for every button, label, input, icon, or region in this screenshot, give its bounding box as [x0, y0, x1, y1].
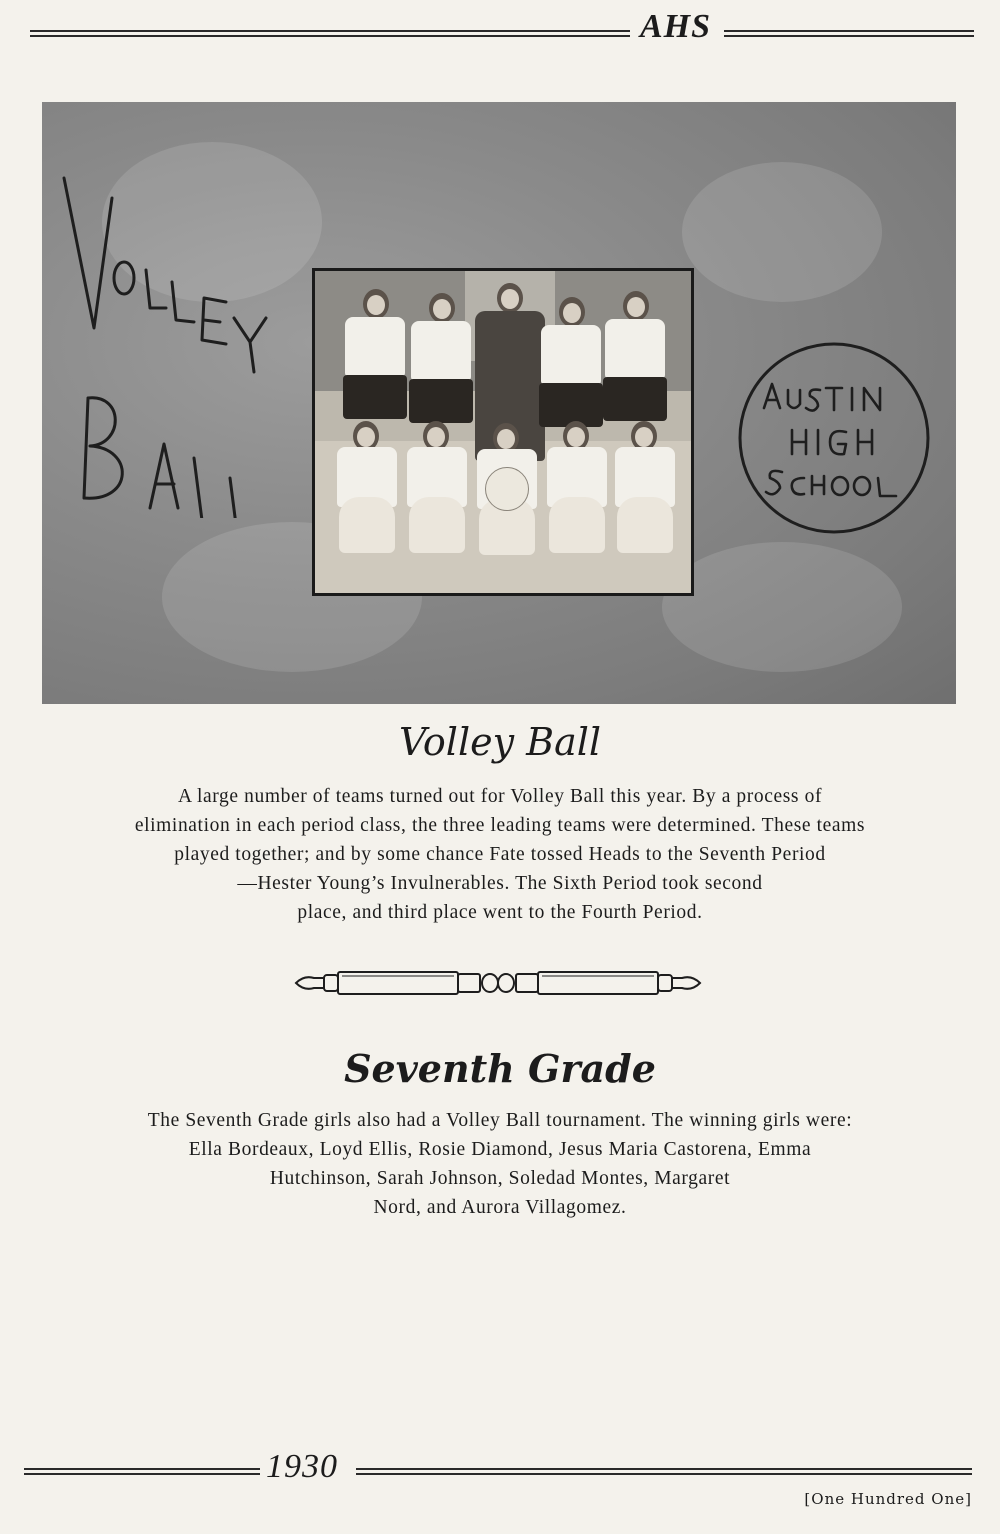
header-rule-left — [30, 30, 630, 37]
yearbook-year: 1930 — [266, 1448, 338, 1485]
paragraph-line: The Seventh Grade girls also had a Volley Ball tournament. The winning girls were: — [147, 1110, 853, 1131]
header-rule-right — [724, 30, 974, 37]
volley-ball-title-art — [54, 158, 314, 518]
running-head: AHS — [640, 8, 712, 45]
paragraph-line: —Hester Young’s Invulnerables. The Sixth Period took second — [237, 873, 763, 894]
volley-ball-paragraph — [60, 782, 940, 927]
footer-rule-right — [356, 1468, 972, 1475]
footer-rule-left — [24, 1468, 260, 1475]
paragraph-line: Nord, and Aurora Villagomez. — [373, 1197, 627, 1218]
seventh-grade-heading: Seventh Grade — [344, 1046, 656, 1091]
austin-high-school-seal — [734, 338, 934, 538]
paragraph-line: Ella Bordeaux, Loyd Ellis, Rosie Diamond, Jesus Maria Castorena, Emma — [188, 1139, 812, 1160]
seventh-grade-paragraph — [60, 1106, 940, 1222]
page-number: [One Hundred One] — [804, 1490, 972, 1508]
volley-ball-heading: Volley Ball — [398, 720, 602, 764]
paragraph-line: elimination in each period class, the three leading teams were determined. These teams — [134, 815, 866, 836]
paragraph-line: Hutchinson, Sarah Johnson, Soledad Montes, Margaret — [269, 1168, 731, 1189]
volleyball — [485, 467, 529, 511]
paragraph-line: A large number of teams turned out for Volley Ball this year. By a process of — [177, 786, 823, 807]
team-photo — [312, 268, 694, 596]
ornamental-divider — [294, 966, 702, 1000]
photo-panel — [42, 102, 956, 704]
paragraph-line: place, and third place went to the Fourth Period. — [297, 902, 703, 923]
paragraph-line: played together; and by some chance Fate tossed Heads to the Seventh Period — [174, 844, 826, 865]
